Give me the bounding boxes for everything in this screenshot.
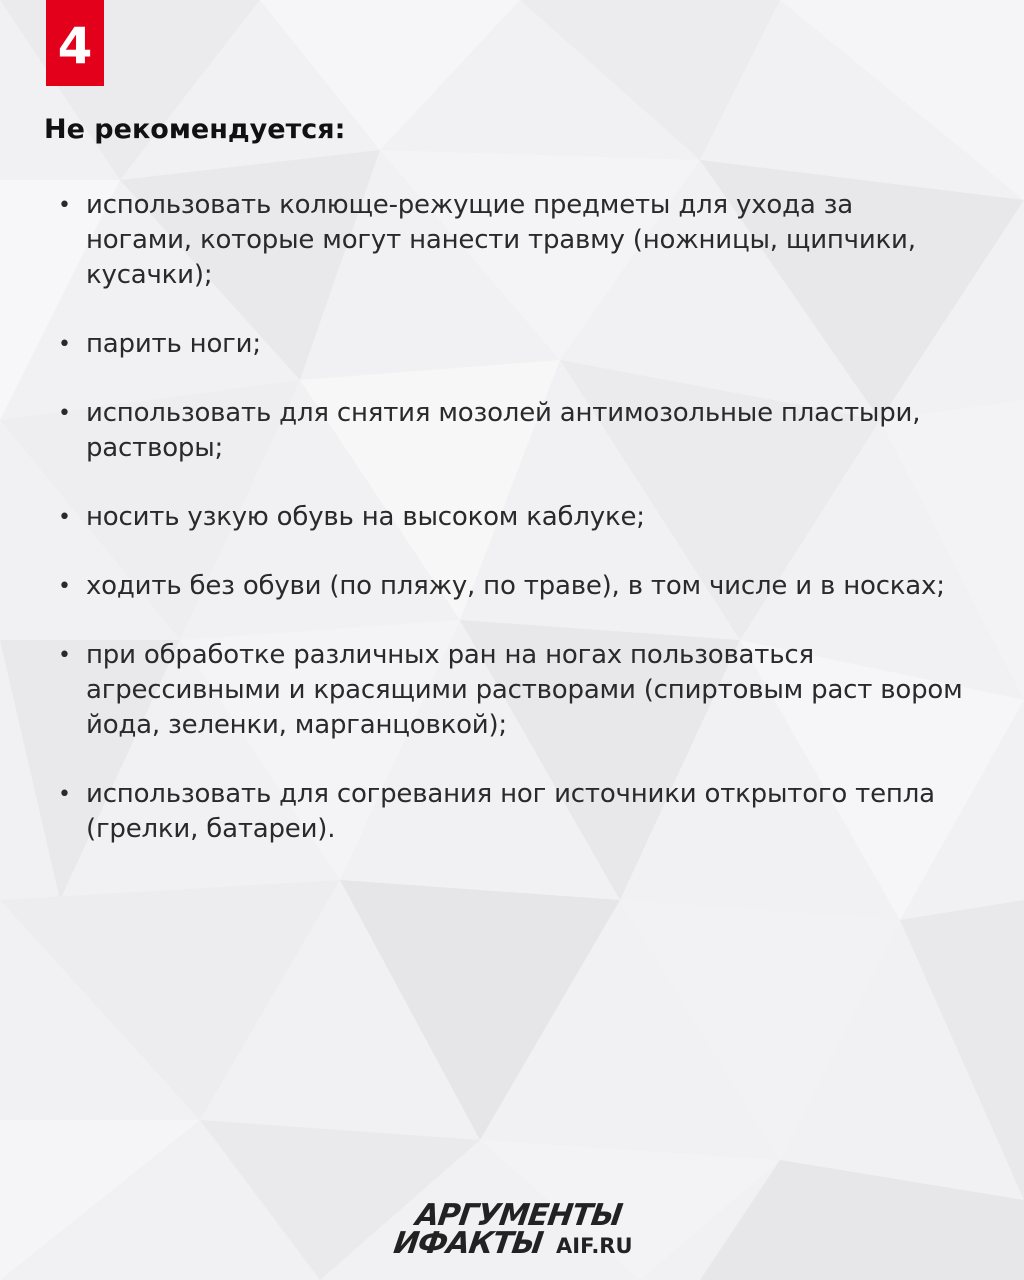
- list-item: [0, 638, 1024, 743]
- bullet-icon: •: [58, 332, 71, 357]
- bullet-icon: •: [58, 782, 71, 807]
- list-item-text: при обработке различных ран на ногах пользоваться агрессивными и красящими растворами (спиртовым раст вором йода, зеленки, марганцовкой);: [86, 640, 963, 740]
- list-item: [0, 500, 1024, 535]
- logo-line-1: АРГУМЕНТЫ: [413, 1198, 624, 1233]
- list-item: [0, 777, 1024, 847]
- list-item: [0, 396, 1024, 466]
- list-item-text: носить узкую обувь на высоком каблуке;: [86, 502, 645, 532]
- list-item-text: парить ноги;: [86, 329, 261, 359]
- bullet-icon: •: [58, 643, 71, 668]
- list-item-text: использовать для снятия мозолей антимозольные пластыри, растворы;: [86, 398, 921, 463]
- page-title: Не рекомендуется:: [44, 114, 346, 145]
- logo-line-2: ИФАКТЫ: [391, 1226, 545, 1261]
- list-item: [0, 188, 1024, 293]
- list-item-text: использовать для согревания ног источники открытого тепла (грелки, батареи).: [86, 779, 935, 844]
- list-item: [0, 569, 1024, 604]
- aif-logo: [392, 1198, 662, 1264]
- page-number-badge: 4: [46, 0, 104, 86]
- bullet-icon: •: [58, 193, 71, 218]
- list-item: [0, 327, 1024, 362]
- bullet-icon: •: [58, 401, 71, 426]
- list-item-text: ходить без обуви (по пляжу, по траве), в том числе и в носках;: [86, 571, 945, 601]
- logo-site: AIF.RU: [556, 1234, 633, 1258]
- not-recommended-list: [0, 188, 1024, 881]
- list-item-text: использовать колюще-режущие предметы для ухода за ногами, которые могут нанести травму (ножницы, щипчики, кусачки);: [86, 190, 916, 290]
- bullet-icon: •: [58, 574, 71, 599]
- bullet-icon: •: [58, 505, 71, 530]
